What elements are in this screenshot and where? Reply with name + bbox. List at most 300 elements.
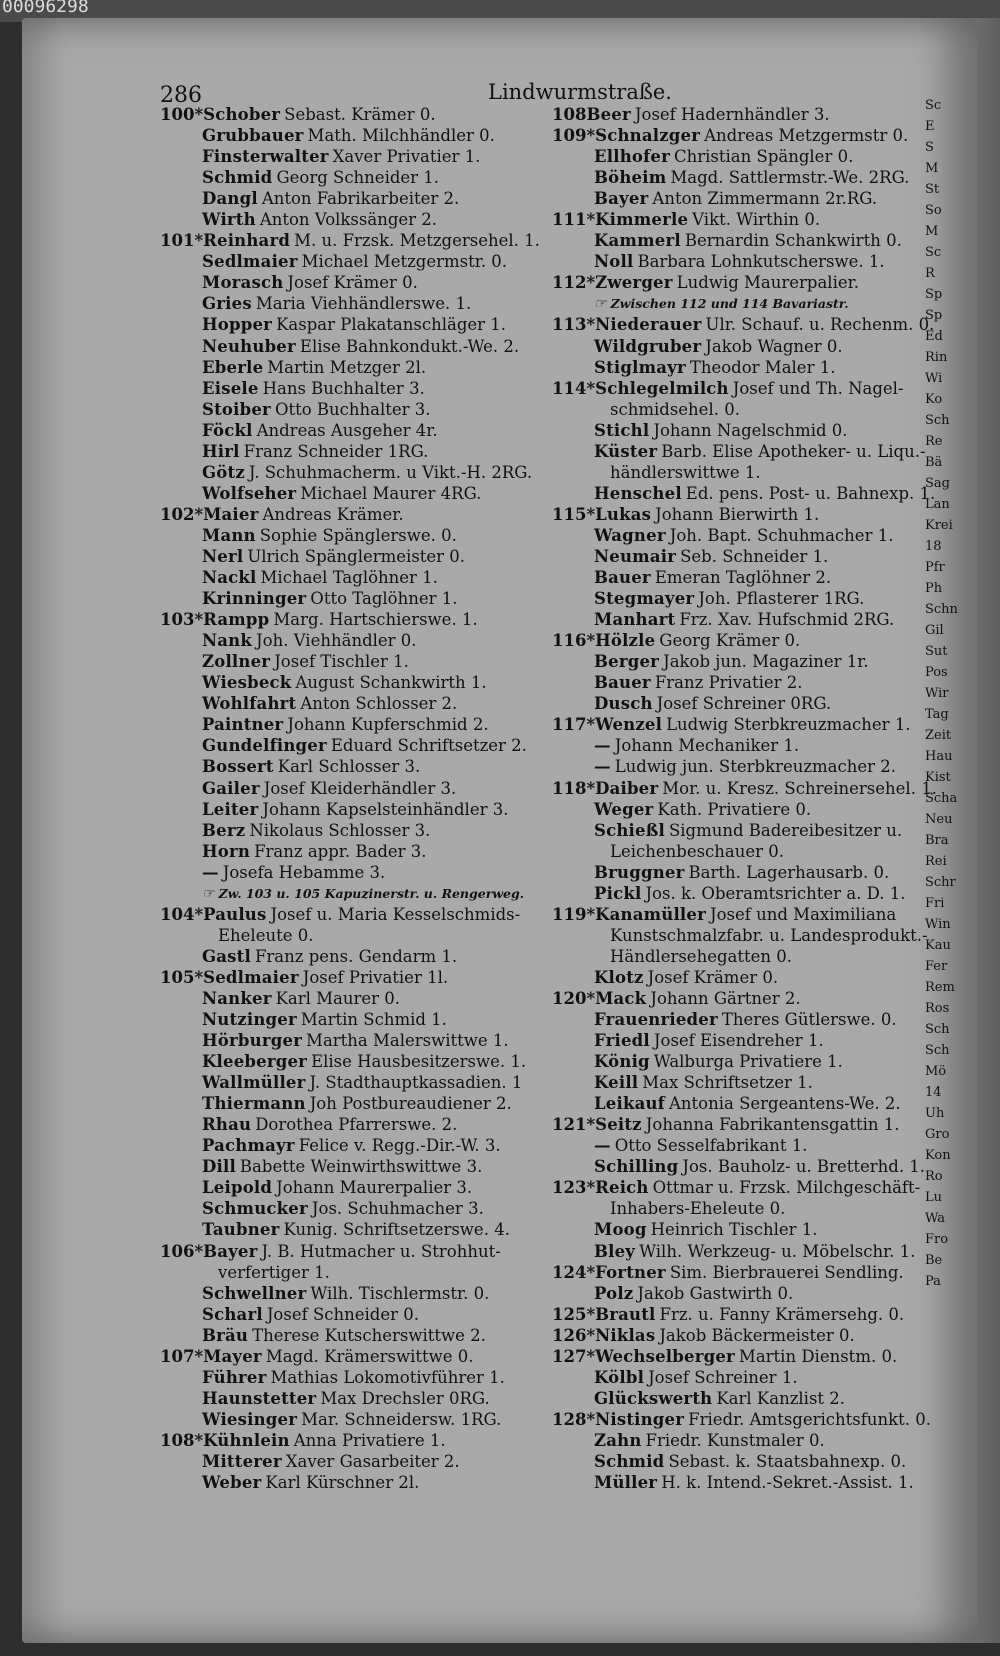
resident-details: Ottmar u. Frzsk. Milchgeschäft- bbox=[652, 1178, 921, 1198]
resident-details: Ulr. Schauf. u. Rechenm. 0. bbox=[705, 315, 935, 335]
next-page-margin bbox=[925, 95, 958, 1292]
house-number: 120* bbox=[552, 988, 596, 1008]
resident-surname: Nistinger bbox=[595, 1409, 685, 1429]
resident-details: Joh. Pflasterer 1RG. bbox=[698, 589, 865, 609]
resident-surname: — bbox=[594, 1136, 611, 1156]
resident-surname: Kleeberger bbox=[202, 1052, 308, 1072]
resident-surname: Thiermann bbox=[202, 1094, 306, 1114]
resident-surname: Maier bbox=[203, 504, 259, 524]
margin-fragment: Rin bbox=[925, 350, 948, 365]
directory-entry bbox=[552, 1388, 912, 1409]
directory-entry bbox=[552, 167, 912, 188]
margin-fragment: Schn bbox=[925, 602, 958, 617]
resident-surname: Fortner bbox=[595, 1262, 666, 1282]
resident-surname: Schmid bbox=[202, 168, 273, 188]
directory-entry bbox=[552, 904, 912, 925]
margin-fragment: Hau bbox=[925, 749, 953, 764]
resident-details: Johann Bierwirth 1. bbox=[655, 504, 820, 524]
directory-entry bbox=[552, 1093, 912, 1114]
resident-details: Mathias Lokomotivführer 1. bbox=[270, 1367, 505, 1387]
resident-surname: Pickl bbox=[594, 883, 642, 903]
resident-details: Jos. Bauholz- u. Bretterhd. 1. bbox=[682, 1157, 926, 1177]
directory-entry bbox=[160, 1093, 555, 1114]
resident-surname: Wagner bbox=[594, 525, 666, 545]
resident-surname: Kimmerle bbox=[595, 210, 689, 230]
resident-surname: Nerl bbox=[202, 546, 244, 566]
resident-surname: Niederauer bbox=[595, 315, 702, 335]
resident-details: Math. Milchhändler 0. bbox=[307, 126, 495, 146]
resident-details: Joh. Bapt. Schuhmacher 1. bbox=[669, 525, 894, 545]
resident-surname: Hölzle bbox=[595, 631, 656, 651]
entry-continuation: Kunstschmalzfabr. u. Landesprodukt.- bbox=[610, 925, 928, 945]
resident-surname: Schmid bbox=[594, 1452, 665, 1471]
margin-fragment: Sut bbox=[925, 644, 948, 659]
margin-fragment: 14 bbox=[925, 1085, 942, 1100]
resident-details: Marg. Hartschierswe. 1. bbox=[273, 610, 478, 630]
directory-entry bbox=[552, 1114, 912, 1135]
margin-fragment: Scha bbox=[925, 791, 958, 806]
directory-entry bbox=[552, 883, 912, 904]
resident-surname: Kanamüller bbox=[595, 904, 706, 924]
resident-details: Nikolaus Schlosser 3. bbox=[249, 820, 431, 840]
margin-fragment: So bbox=[925, 203, 942, 218]
resident-surname: Küster bbox=[594, 441, 658, 461]
resident-surname: Weber bbox=[202, 1473, 262, 1493]
resident-details: Babette Weinwirthswittwe 3. bbox=[239, 1157, 483, 1177]
resident-surname: Horn bbox=[202, 841, 251, 861]
directory-entry bbox=[160, 146, 555, 167]
margin-fragment: Ko bbox=[925, 392, 943, 407]
directory-entry bbox=[552, 988, 912, 1009]
resident-surname: Bauer bbox=[594, 568, 651, 588]
resident-surname: Hörburger bbox=[202, 1031, 303, 1051]
directory-entry bbox=[160, 1072, 555, 1093]
resident-surname: Morasch bbox=[202, 273, 284, 293]
resident-details: Sim. Bierbrauerei Sendling. bbox=[669, 1262, 904, 1282]
resident-details: Josef Privatier 1l. bbox=[302, 967, 449, 987]
directory-entry bbox=[160, 441, 555, 462]
directory-entry bbox=[160, 1156, 555, 1177]
margin-fragment: Win bbox=[925, 917, 951, 932]
resident-details: Anton Schlosser 2. bbox=[300, 694, 458, 714]
margin-fragment: Uh bbox=[925, 1106, 945, 1121]
house-number: 114* bbox=[552, 378, 596, 398]
directory-entry bbox=[552, 146, 912, 167]
resident-details: Josef Schreiner 0RG. bbox=[656, 694, 832, 714]
resident-details: Max Drechsler 0RG. bbox=[320, 1388, 490, 1408]
resident-details: Johann Kupferschmid 2. bbox=[287, 715, 489, 735]
directory-entry bbox=[160, 546, 555, 567]
resident-details: Ed. pens. Post- u. Bahnexp. 1. bbox=[685, 483, 936, 503]
resident-surname: Schilling bbox=[594, 1157, 679, 1177]
resident-surname: Bayer bbox=[594, 189, 649, 209]
margin-fragment: Wi bbox=[925, 371, 943, 386]
resident-details: H. k. Intend.-Sekret.-Assist. 1. bbox=[661, 1473, 914, 1493]
resident-surname: Wolfseher bbox=[202, 483, 297, 503]
resident-details: Franz Privatier 2. bbox=[654, 673, 803, 693]
resident-surname: Moog bbox=[594, 1220, 647, 1240]
directory-entry bbox=[160, 293, 555, 314]
resident-surname: Manhart bbox=[594, 610, 676, 630]
margin-fragment: Sc bbox=[925, 98, 942, 113]
resident-surname: Stichl bbox=[594, 420, 650, 440]
house-number: 126* bbox=[552, 1325, 596, 1345]
resident-details: Barth. Lagerhausarb. 0. bbox=[688, 862, 890, 882]
resident-details: Magd. Sattlermstr.-We. 2RG. bbox=[670, 168, 910, 188]
directory-entry bbox=[552, 1156, 926, 1177]
margin-fragment: Sch bbox=[925, 1043, 950, 1058]
resident-surname: Seitz bbox=[595, 1115, 642, 1135]
resident-surname: Sedlmaier bbox=[203, 967, 299, 987]
house-number: 101* bbox=[160, 231, 204, 251]
resident-details: Anton Volkssänger 2. bbox=[259, 210, 438, 230]
resident-details: Georg Schneider 1. bbox=[276, 168, 440, 188]
house-number: 117* bbox=[552, 715, 596, 735]
resident-details: Kaspar Plakatanschläger 1. bbox=[276, 315, 507, 335]
resident-details: Seb. Schneider 1. bbox=[680, 546, 829, 566]
directory-entry bbox=[160, 230, 555, 251]
resident-surname: Wenzel bbox=[595, 715, 663, 735]
resident-details: Ludwig Maurerpalier. bbox=[676, 273, 859, 293]
resident-details: Xaver Privatier 1. bbox=[332, 147, 481, 167]
directory-entry bbox=[552, 672, 912, 693]
margin-fragment: Tag bbox=[925, 707, 949, 722]
directory-entry bbox=[160, 420, 555, 441]
resident-details: Johanna Fabrikantensgattin 1. bbox=[645, 1115, 900, 1135]
directory-entry bbox=[160, 778, 555, 799]
directory-entry bbox=[160, 1030, 555, 1051]
directory-entry bbox=[160, 1430, 555, 1451]
margin-fragment: Ph bbox=[925, 581, 943, 596]
house-number: 125* bbox=[552, 1304, 596, 1324]
directory-entry bbox=[552, 104, 912, 125]
resident-surname: Föckl bbox=[202, 420, 253, 440]
margin-fragment: Kau bbox=[925, 938, 951, 953]
resident-details: Andreas Metzgermstr 0. bbox=[704, 126, 909, 146]
house-number: 113* bbox=[552, 315, 596, 335]
resident-details: Vikt. Wirthin 0. bbox=[692, 210, 821, 230]
directory-entry bbox=[552, 209, 912, 230]
resident-surname: Rhau bbox=[202, 1115, 252, 1135]
directory-entry bbox=[552, 1030, 912, 1051]
house-number: 107* bbox=[160, 1346, 204, 1366]
directory-entry bbox=[160, 651, 555, 672]
directory-entry bbox=[160, 1241, 555, 1262]
resident-surname: König bbox=[594, 1052, 650, 1072]
directory-entry bbox=[552, 1472, 912, 1493]
resident-details: Karl Kanzlist 2. bbox=[716, 1388, 846, 1408]
resident-details: Antonia Sergeantens-We. 2. bbox=[669, 1094, 901, 1114]
resident-details: Joh Postbureaudiener 2. bbox=[309, 1094, 512, 1114]
entry-continuation: Inhabers-Eheleute 0. bbox=[610, 1199, 786, 1219]
entry-continuation: Leichenbeschauer 0. bbox=[610, 841, 785, 861]
resident-surname: Neuhuber bbox=[202, 336, 296, 356]
resident-details: Bernardin Schankwirth 0. bbox=[684, 231, 902, 251]
margin-fragment: Neu bbox=[925, 812, 953, 827]
resident-surname: Beer bbox=[586, 105, 631, 124]
resident-surname: Stiglmayr bbox=[594, 357, 686, 377]
resident-surname: Führer bbox=[202, 1367, 267, 1387]
resident-surname: Dusch bbox=[594, 694, 653, 714]
house-number: 121* bbox=[552, 1115, 596, 1135]
margin-fragment: Pos bbox=[925, 665, 948, 680]
directory-entry bbox=[552, 357, 912, 378]
entry-continuation: verfertiger 1. bbox=[218, 1262, 330, 1282]
resident-surname: Reich bbox=[595, 1178, 649, 1198]
house-number: 103* bbox=[160, 610, 204, 630]
resident-details: Josef Schneider 0. bbox=[266, 1304, 419, 1324]
entry-continuation: Eheleute 0. bbox=[218, 925, 314, 945]
directory-entry bbox=[160, 1409, 555, 1430]
margin-fragment: Rei bbox=[925, 854, 947, 869]
resident-details: Michael Metzgermstr. 0. bbox=[301, 252, 508, 272]
directory-entry bbox=[160, 967, 555, 988]
resident-details: Ulrich Spänglermeister 0. bbox=[247, 546, 466, 566]
directory-entry bbox=[160, 1135, 555, 1156]
directory-entry bbox=[160, 272, 555, 293]
resident-surname: Wallmüller bbox=[202, 1073, 306, 1093]
resident-surname: Kammerl bbox=[594, 231, 681, 251]
resident-details: Johann Kapselsteinhändler 3. bbox=[262, 799, 509, 819]
directory-entry bbox=[160, 567, 555, 588]
resident-details: Therese Kutscherswittwe 2. bbox=[252, 1325, 486, 1345]
margin-fragment: Kon bbox=[925, 1148, 951, 1163]
directory-entry bbox=[552, 441, 926, 462]
margin-fragment: Gro bbox=[925, 1127, 950, 1142]
note-text: Zwischen 112 und 114 Bavariastr. bbox=[610, 296, 849, 312]
resident-surname: Bossert bbox=[202, 757, 274, 777]
directory-entry bbox=[160, 1472, 555, 1493]
resident-surname: Glückswerth bbox=[594, 1388, 713, 1408]
resident-surname: Müller bbox=[594, 1473, 658, 1493]
resident-details: Martin Dienstm. 0. bbox=[738, 1346, 898, 1366]
margin-fragment: Wir bbox=[925, 686, 949, 701]
margin-fragment: Kist bbox=[925, 770, 951, 785]
resident-surname: Mann bbox=[202, 525, 256, 545]
resident-details: Max Schriftsetzer 1. bbox=[642, 1073, 813, 1093]
margin-fragment: 18 bbox=[925, 539, 942, 554]
resident-surname: Mayer bbox=[203, 1346, 262, 1366]
resident-surname: Pachmayr bbox=[202, 1136, 295, 1156]
resident-details: Jakob Wagner 0. bbox=[705, 336, 843, 356]
directory-entry bbox=[160, 588, 555, 609]
directory-entry bbox=[552, 778, 937, 799]
directory-entry bbox=[160, 1346, 555, 1367]
resident-details: Barb. Elise Apotheker- u. Liqu.- bbox=[661, 441, 926, 461]
directory-entry bbox=[552, 420, 912, 441]
directory-entry bbox=[552, 588, 912, 609]
resident-details: Ludwig jun. Sterbkreuzmacher 2. bbox=[614, 757, 897, 777]
resident-details: M. u. Frzsk. Metzgersehel. 1. bbox=[294, 231, 540, 251]
margin-fragment: Ed bbox=[925, 329, 943, 344]
resident-details: Josef Hadernhändler 3. bbox=[634, 105, 830, 124]
directory-entry bbox=[160, 125, 555, 146]
margin-fragment: Zeit bbox=[925, 728, 952, 743]
resident-details: Sigmund Badereibesitzer u. bbox=[668, 820, 903, 840]
resident-surname: Leiter bbox=[202, 799, 259, 819]
resident-details: Walburga Privatiere 1. bbox=[653, 1052, 843, 1072]
house-number: 118* bbox=[552, 778, 596, 798]
resident-surname: Zwerger bbox=[595, 273, 673, 293]
directory-entry bbox=[552, 1367, 912, 1388]
directory-entry bbox=[160, 714, 555, 735]
margin-fragment: M bbox=[925, 161, 939, 176]
resident-details: Josef und Maximiliana bbox=[709, 904, 897, 924]
resident-surname: Stoiber bbox=[202, 399, 271, 419]
resident-details: Anton Fabrikarbeiter 2. bbox=[261, 189, 460, 209]
directory-entry bbox=[552, 609, 912, 630]
resident-details: Dorothea Pfarrerswe. 2. bbox=[255, 1115, 458, 1135]
directory-entry bbox=[160, 1198, 555, 1219]
resident-details: Josef und Th. Nagel- bbox=[732, 378, 904, 398]
resident-surname: Eisele bbox=[202, 378, 259, 398]
resident-details: Anna Privatiere 1. bbox=[293, 1430, 446, 1450]
directory-entry bbox=[552, 735, 912, 756]
directory-entry bbox=[160, 251, 555, 272]
entry-continuation: händlerswittwe 1. bbox=[610, 462, 761, 482]
pointing-hand-icon: ☞ bbox=[594, 296, 607, 313]
directory-entry bbox=[552, 1072, 912, 1093]
margin-fragment: Fro bbox=[925, 1232, 949, 1247]
directory-entry bbox=[552, 1430, 912, 1451]
directory-entry bbox=[160, 1114, 555, 1135]
resident-details: Otto Taglöhner 1. bbox=[310, 589, 458, 609]
resident-surname: Schober bbox=[203, 105, 281, 124]
house-number: 116* bbox=[552, 631, 596, 651]
house-number: 119* bbox=[552, 904, 596, 924]
resident-details: Josef u. Maria Kesselschmids- bbox=[270, 904, 521, 924]
resident-surname: Wohlfahrt bbox=[202, 694, 297, 714]
margin-fragment: Sp bbox=[925, 287, 943, 302]
resident-details: Wilh. Tischlermstr. 0. bbox=[310, 1283, 490, 1303]
directory-entry bbox=[160, 735, 555, 756]
directory-entry bbox=[160, 1177, 555, 1198]
resident-details: Theodor Maler 1. bbox=[689, 357, 836, 377]
resident-surname: Hirl bbox=[202, 441, 240, 461]
resident-details: Felice v. Regg.-Dir.-W. 3. bbox=[298, 1136, 501, 1156]
directory-entry bbox=[552, 1241, 916, 1262]
resident-details: J. Stadthauptkassadien. 1 bbox=[309, 1073, 523, 1093]
directory-entry bbox=[552, 314, 935, 335]
resident-details: August Schankwirth 1. bbox=[295, 673, 487, 693]
resident-details: Heinrich Tischler 1. bbox=[650, 1220, 818, 1240]
resident-surname: Leikauf bbox=[594, 1094, 665, 1114]
resident-details: J. Schuhmacherm. u Vikt.-H. 2RG. bbox=[248, 462, 533, 482]
margin-fragment: Re bbox=[925, 434, 943, 449]
directory-entry bbox=[552, 1051, 912, 1072]
directory-entry bbox=[160, 841, 555, 862]
directory-entry bbox=[552, 251, 912, 272]
resident-details: Ludwig Sterbkreuzmacher 1. bbox=[666, 715, 911, 735]
resident-details: Otto Buchhalter 3. bbox=[274, 399, 431, 419]
resident-surname: Wildgruber bbox=[594, 336, 702, 356]
margin-fragment: Sp bbox=[925, 308, 943, 323]
resident-surname: Noll bbox=[594, 252, 634, 272]
resident-details: Johann Gärtner 2. bbox=[650, 988, 801, 1008]
resident-details: Martin Metzger 2l. bbox=[267, 357, 427, 377]
resident-details: Franz Schneider 1RG. bbox=[243, 441, 429, 461]
resident-surname: Nutzinger bbox=[202, 1010, 297, 1030]
directory-entry bbox=[552, 125, 912, 146]
resident-details: Kath. Privatiere 0. bbox=[657, 799, 812, 819]
margin-fragment: M bbox=[925, 224, 939, 239]
resident-surname: Nank bbox=[202, 631, 253, 651]
resident-details: Frz. u. Fanny Krämersehg. 0. bbox=[659, 1304, 905, 1324]
resident-surname: Bruggner bbox=[594, 862, 685, 882]
resident-surname: Sedlmaier bbox=[202, 252, 298, 272]
directory-entry bbox=[552, 1409, 931, 1430]
resident-details: Martin Schmid 1. bbox=[300, 1010, 447, 1030]
resident-surname: Keill bbox=[594, 1073, 639, 1093]
resident-surname: Mack bbox=[595, 988, 647, 1008]
resident-details: Franz pens. Gendarm 1. bbox=[254, 946, 458, 966]
directory-entry bbox=[160, 314, 555, 335]
resident-surname: — bbox=[594, 757, 611, 777]
resident-details: Josef Krämer 0. bbox=[647, 967, 779, 987]
resident-details: Josef Tischler 1. bbox=[274, 652, 409, 672]
resident-surname: Nackl bbox=[202, 568, 257, 588]
resident-details: Theres Gütlerswe. 0. bbox=[721, 1010, 897, 1030]
resident-details: Mar. Schneidersw. 1RG. bbox=[301, 1409, 502, 1429]
margin-fragment: Ro bbox=[925, 1169, 943, 1184]
directory-entry bbox=[552, 272, 912, 293]
resident-surname: Haunstetter bbox=[202, 1388, 317, 1408]
resident-surname: Nanker bbox=[202, 988, 272, 1008]
directory-entry bbox=[552, 1262, 912, 1283]
directory-entry bbox=[160, 483, 555, 504]
resident-surname: Gailer bbox=[202, 778, 260, 798]
resident-surname: Wechselberger bbox=[595, 1346, 735, 1366]
margin-fragment: Bä bbox=[925, 455, 943, 470]
resident-details: Martha Malerswittwe 1. bbox=[306, 1031, 509, 1051]
resident-details: Joh. Viehhändler 0. bbox=[256, 631, 417, 651]
resident-details: Georg Krämer 0. bbox=[659, 631, 801, 651]
directory-entry bbox=[552, 651, 912, 672]
margin-fragment: St bbox=[925, 182, 940, 197]
resident-surname: Brautl bbox=[595, 1304, 656, 1324]
directory-entry bbox=[552, 1177, 921, 1198]
directory-entry bbox=[552, 546, 912, 567]
margin-fragment: Pfr bbox=[925, 560, 945, 575]
directory-entry bbox=[552, 1304, 912, 1325]
directory-entry bbox=[160, 399, 555, 420]
directory-entry bbox=[552, 862, 912, 883]
margin-fragment: S bbox=[925, 140, 934, 155]
house-number: 123* bbox=[552, 1178, 596, 1198]
margin-fragment: Sch bbox=[925, 1022, 950, 1037]
resident-surname: Dangl bbox=[202, 189, 258, 209]
resident-surname: Bayer bbox=[203, 1241, 258, 1261]
directory-entry bbox=[160, 1051, 555, 1072]
resident-surname: Paintner bbox=[202, 715, 284, 735]
resident-surname: Wiesinger bbox=[202, 1409, 298, 1429]
resident-details: J. B. Hutmacher u. Strohhut- bbox=[261, 1241, 501, 1261]
directory-entry bbox=[552, 693, 912, 714]
resident-details: Friedr. Amtsgerichtsfunkt. 0. bbox=[688, 1409, 931, 1429]
resident-surname: Polz bbox=[594, 1283, 634, 1303]
margin-fragment: Sch bbox=[925, 413, 950, 428]
resident-surname: Taubner bbox=[202, 1220, 280, 1240]
directory-entry bbox=[160, 104, 555, 125]
resident-details: Josef Krämer 0. bbox=[287, 273, 418, 293]
margin-fragment: Lan bbox=[925, 497, 950, 512]
margin-fragment: E bbox=[925, 119, 935, 134]
directory-entry bbox=[552, 483, 936, 504]
directory-entry bbox=[160, 693, 555, 714]
resident-details: Xaver Gasarbeiter 2. bbox=[285, 1452, 460, 1471]
resident-details: Mor. u. Kresz. Schreinersehel. 1. bbox=[662, 778, 937, 798]
directory-entry bbox=[160, 336, 555, 357]
